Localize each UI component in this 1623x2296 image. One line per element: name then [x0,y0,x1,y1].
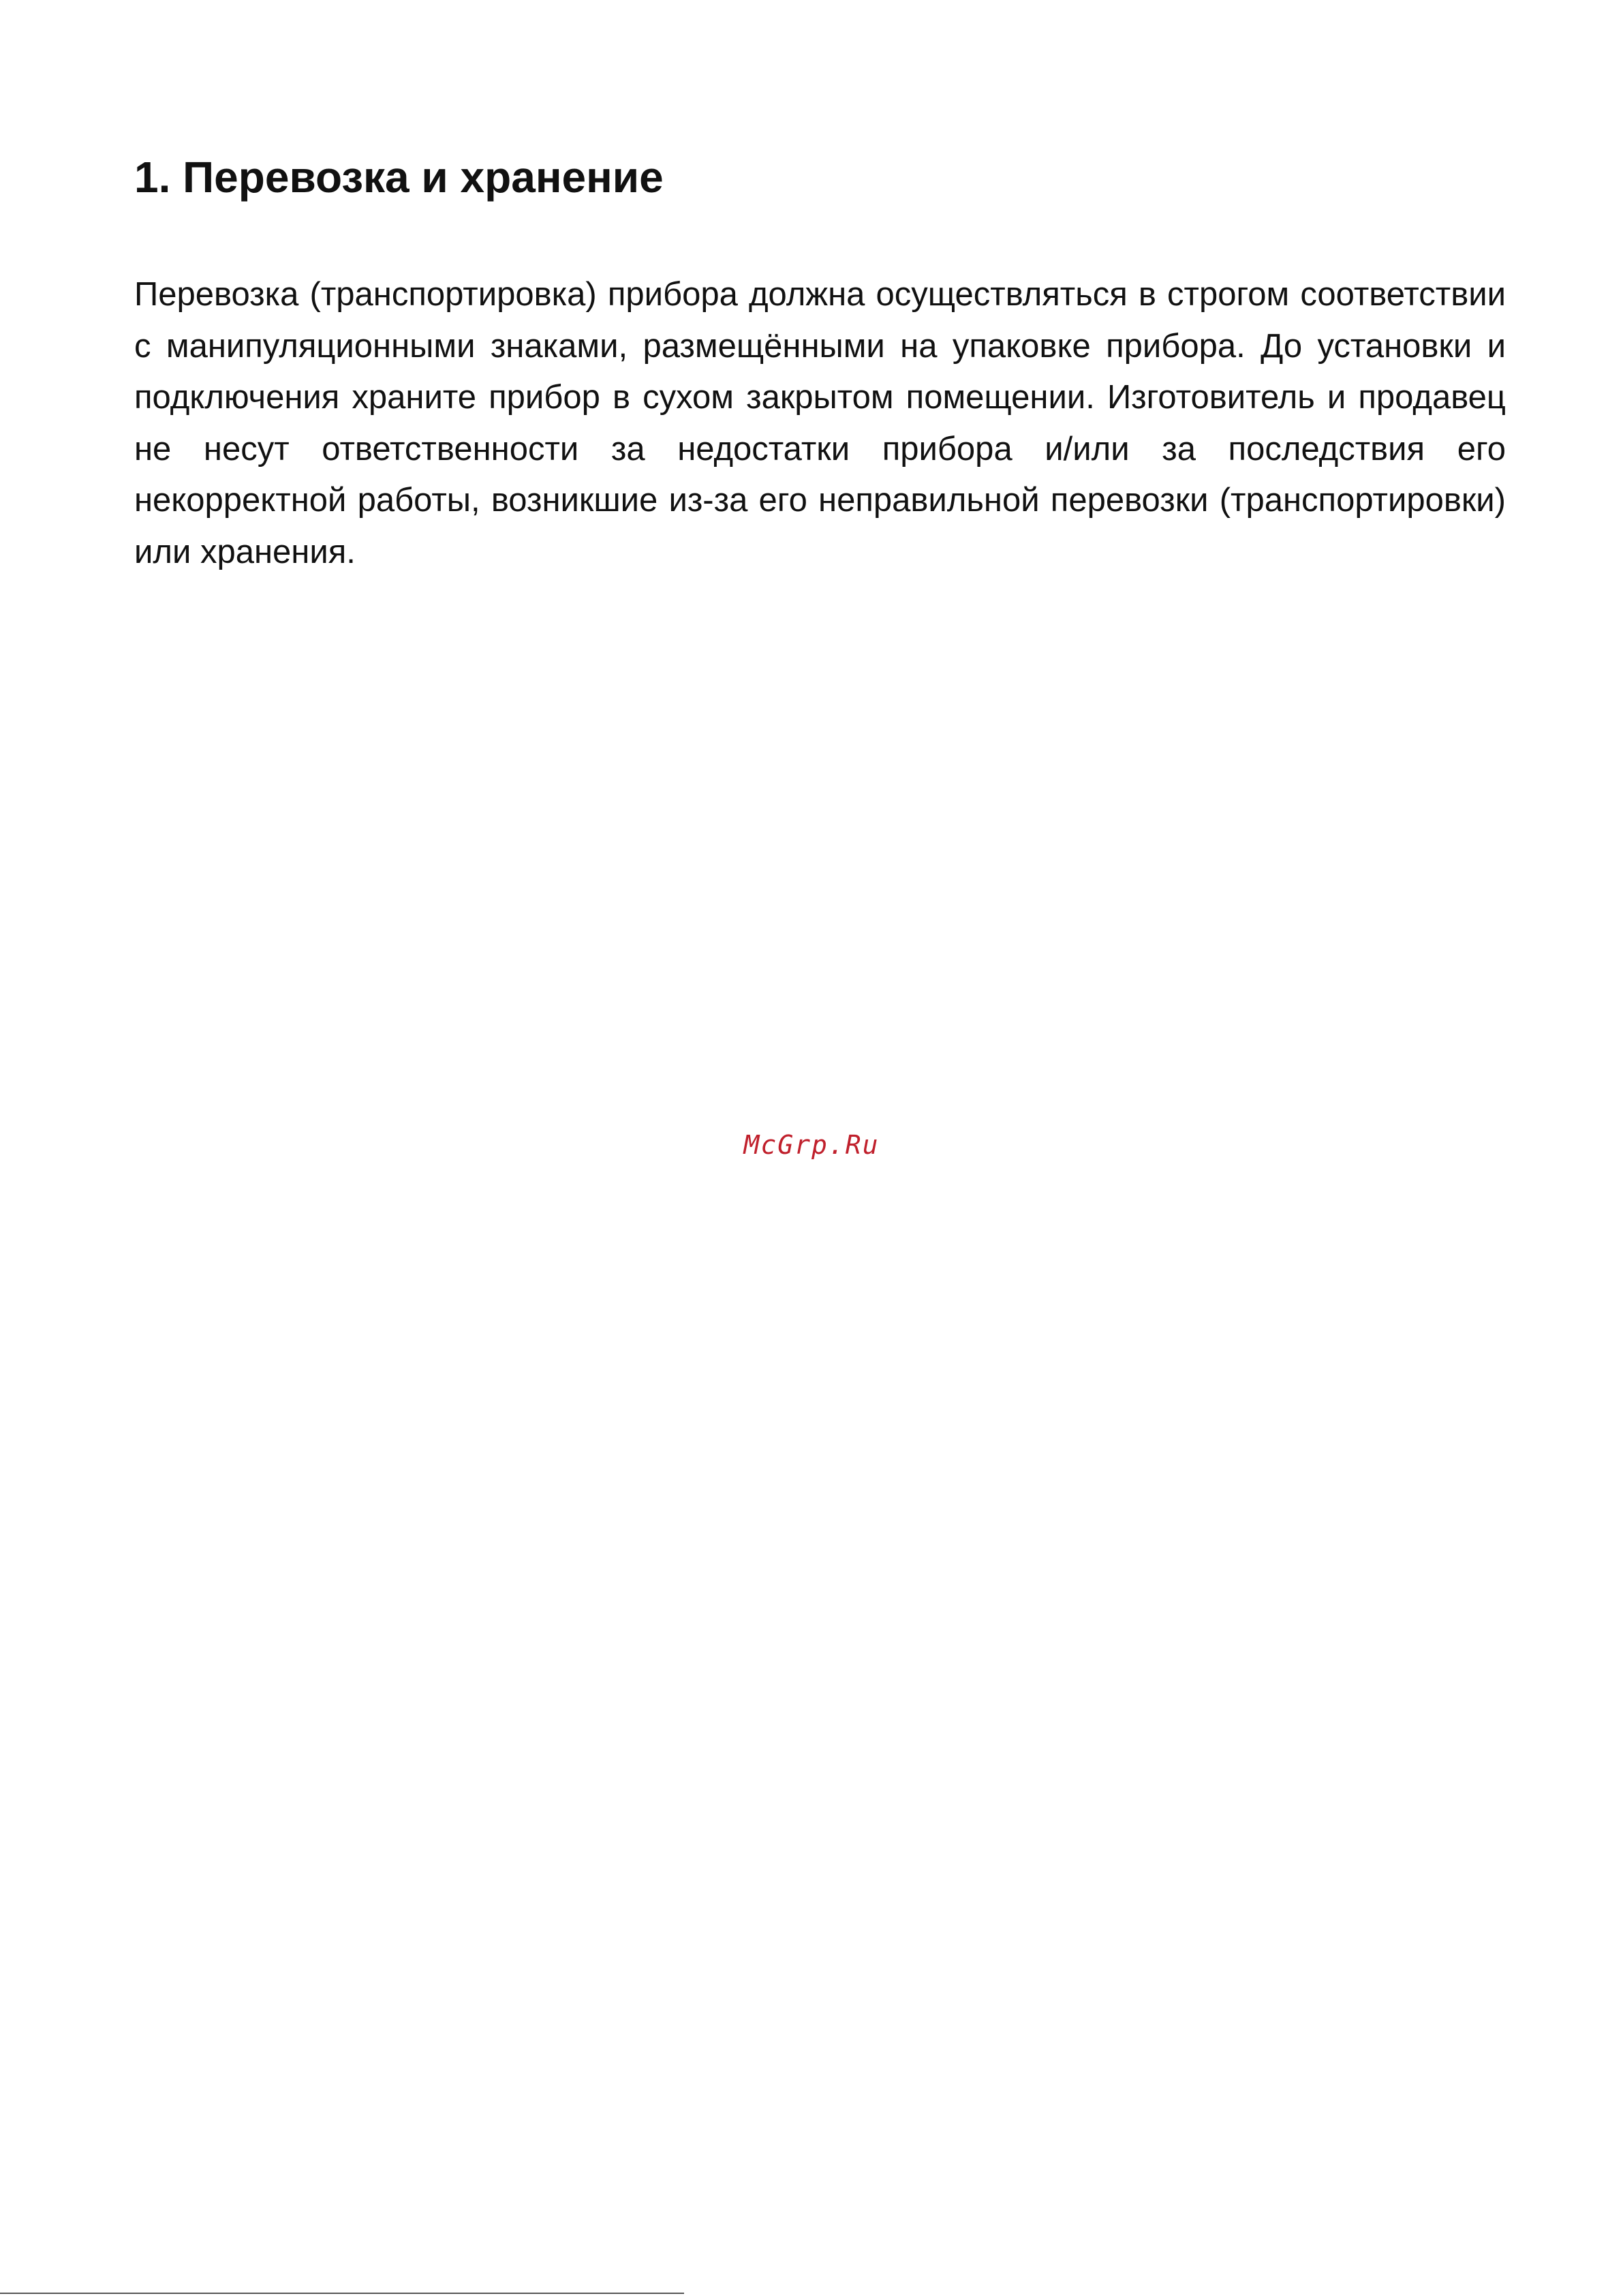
section-paragraph: Перевозка (транспортировка) прибора должна осуществляться в строгом соответствии с манипуляционными знаками, размещёнными на упаковке прибора. До установки и подключения храните прибор в сухом закрытом помещении. Изготовитель и продавец не несут ответственности за недостатки прибора и/или за последствия его некорректной работы, возникшие из-за его неправильной перевозки (транспортировки) или хранения. [134,276,1506,570]
watermark-link[interactable]: McGrp.Ru [743,1130,880,1160]
footer-divider [0,2293,684,2294]
section-title: 1. Перевозка и хранение [134,153,664,202]
